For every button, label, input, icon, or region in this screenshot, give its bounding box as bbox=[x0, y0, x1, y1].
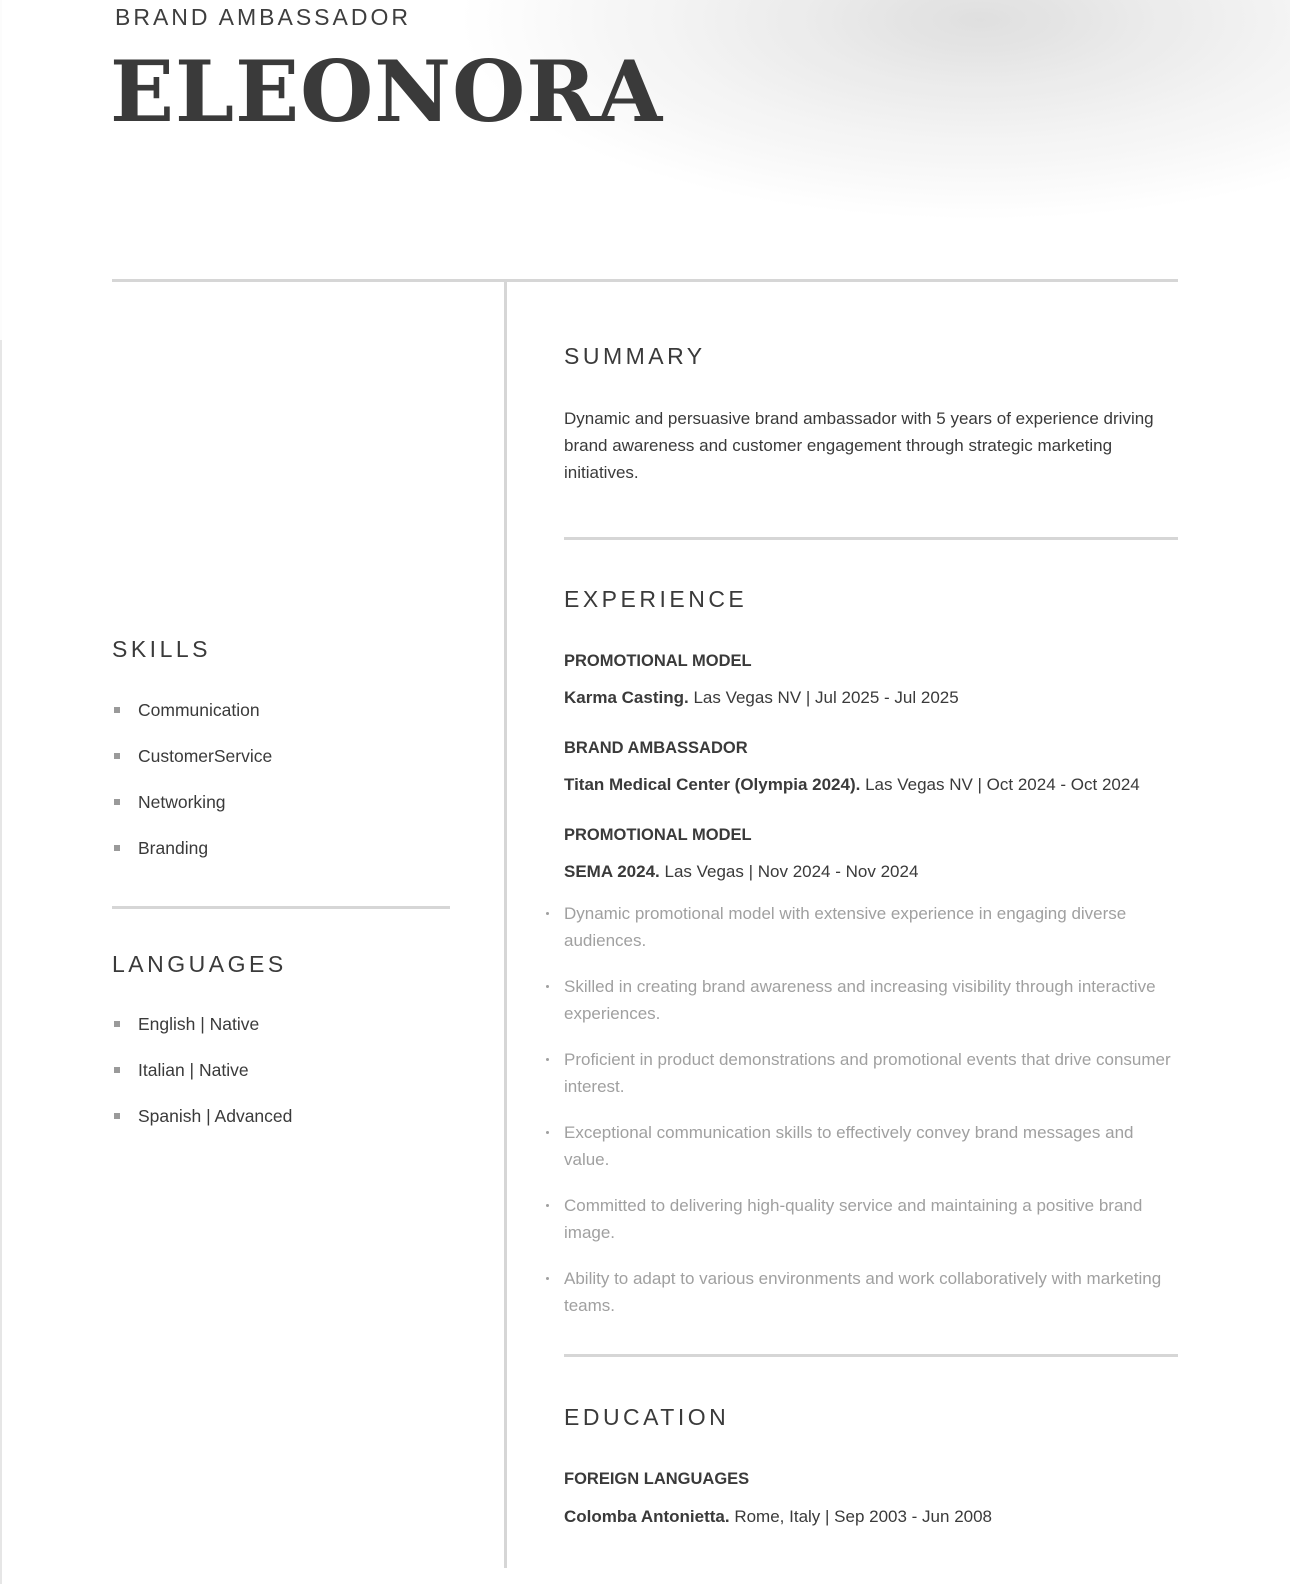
square-bullet-icon bbox=[114, 1113, 120, 1119]
employer-name: SEMA 2024. bbox=[564, 862, 660, 881]
skill-label: CustomerService bbox=[138, 746, 273, 766]
list-item bbox=[546, 973, 1176, 1046]
square-bullet-icon bbox=[114, 753, 120, 759]
job-employer bbox=[564, 688, 959, 708]
summary-text: Dynamic and persuasive brand ambassador with 5 years of experience driving brand awareness and customer engagement through strategic marketing initiatives. bbox=[564, 409, 1154, 482]
job-employer bbox=[564, 862, 918, 882]
dot-bullet-icon bbox=[546, 912, 549, 915]
job-details: Las Vegas NV | Oct 2024 - Oct 2024 bbox=[865, 775, 1140, 794]
sidebar-divider bbox=[112, 906, 450, 909]
summary-divider bbox=[564, 537, 1178, 540]
job-role: PROMOTIONAL MODEL bbox=[564, 826, 752, 844]
list-item bbox=[114, 746, 272, 792]
bullet-text: Skilled in creating brand awareness and increasing visibility through interactive experiences. bbox=[564, 977, 1156, 1023]
list-item bbox=[546, 1119, 1176, 1192]
language-label: Spanish | Advanced bbox=[138, 1106, 293, 1126]
summary-title: SUMMARY bbox=[564, 343, 706, 369]
candidate-name: ELEONORA bbox=[110, 42, 664, 141]
square-bullet-icon bbox=[114, 707, 120, 713]
dot-bullet-icon bbox=[546, 985, 549, 988]
dot-bullet-icon bbox=[546, 1204, 549, 1207]
square-bullet-icon bbox=[114, 845, 120, 851]
job-role: PROMOTIONAL MODEL bbox=[564, 652, 752, 670]
bullet-text: Dynamic promotional model with extensive experience in engaging diverse audiences. bbox=[564, 904, 1127, 950]
list-item bbox=[546, 1265, 1176, 1338]
skill-label: Branding bbox=[138, 838, 209, 858]
list-item bbox=[114, 792, 272, 838]
dot-bullet-icon bbox=[546, 1277, 549, 1280]
skill-label: Communication bbox=[138, 700, 260, 720]
education-title: EDUCATION bbox=[564, 1404, 730, 1430]
list-item bbox=[546, 900, 1176, 973]
employer-name: Karma Casting. bbox=[564, 688, 689, 707]
job-details: Las Vegas | Nov 2024 - Nov 2024 bbox=[664, 862, 919, 881]
list-item bbox=[114, 1060, 292, 1106]
square-bullet-icon bbox=[114, 1021, 120, 1027]
list-item bbox=[114, 700, 272, 746]
job-role: BRAND AMBASSADOR bbox=[564, 739, 748, 757]
header-divider bbox=[112, 279, 1178, 282]
job-employer bbox=[564, 775, 1140, 795]
job-title: BRAND AMBASSADOR bbox=[115, 4, 411, 30]
education-school bbox=[564, 1507, 992, 1527]
experience-title: EXPERIENCE bbox=[564, 586, 748, 612]
bullet-text: Proficient in product demonstrations and promotional events that drive consumer interest. bbox=[564, 1050, 1171, 1096]
bullet-text: Committed to delivering high-quality service and maintaining a positive brand image. bbox=[564, 1196, 1143, 1242]
skills-title: SKILLS bbox=[112, 636, 211, 662]
list-item bbox=[114, 838, 272, 884]
list-item bbox=[114, 1106, 292, 1152]
experience-bullets bbox=[546, 900, 1176, 1338]
list-item bbox=[546, 1192, 1176, 1265]
languages-title: LANGUAGES bbox=[112, 951, 287, 977]
list-item bbox=[546, 1046, 1176, 1119]
experience-divider bbox=[564, 1354, 1178, 1357]
dot-bullet-icon bbox=[546, 1131, 549, 1134]
language-label: Italian | Native bbox=[138, 1060, 249, 1080]
square-bullet-icon bbox=[114, 799, 120, 805]
skill-label: Networking bbox=[138, 792, 226, 812]
square-bullet-icon bbox=[114, 1067, 120, 1073]
job-details: Las Vegas NV | Jul 2025 - Jul 2025 bbox=[693, 688, 959, 707]
skills-list bbox=[114, 700, 272, 884]
education-degree: FOREIGN LANGUAGES bbox=[564, 1470, 750, 1488]
dot-bullet-icon bbox=[546, 1058, 549, 1061]
education-details: Rome, Italy | Sep 2003 - Jun 2008 bbox=[734, 1507, 993, 1526]
list-item bbox=[114, 1014, 292, 1060]
languages-list bbox=[114, 1014, 292, 1152]
bullet-text: Ability to adapt to various environments and work collaboratively with marketing teams. bbox=[564, 1269, 1162, 1315]
employer-name: Titan Medical Center (Olympia 2024). bbox=[564, 775, 861, 794]
school-name: Colomba Antonietta. bbox=[564, 1507, 730, 1526]
language-label: English | Native bbox=[138, 1014, 260, 1034]
bullet-text: Exceptional communication skills to effectively convey brand messages and value. bbox=[564, 1123, 1134, 1169]
column-divider bbox=[504, 282, 507, 1568]
